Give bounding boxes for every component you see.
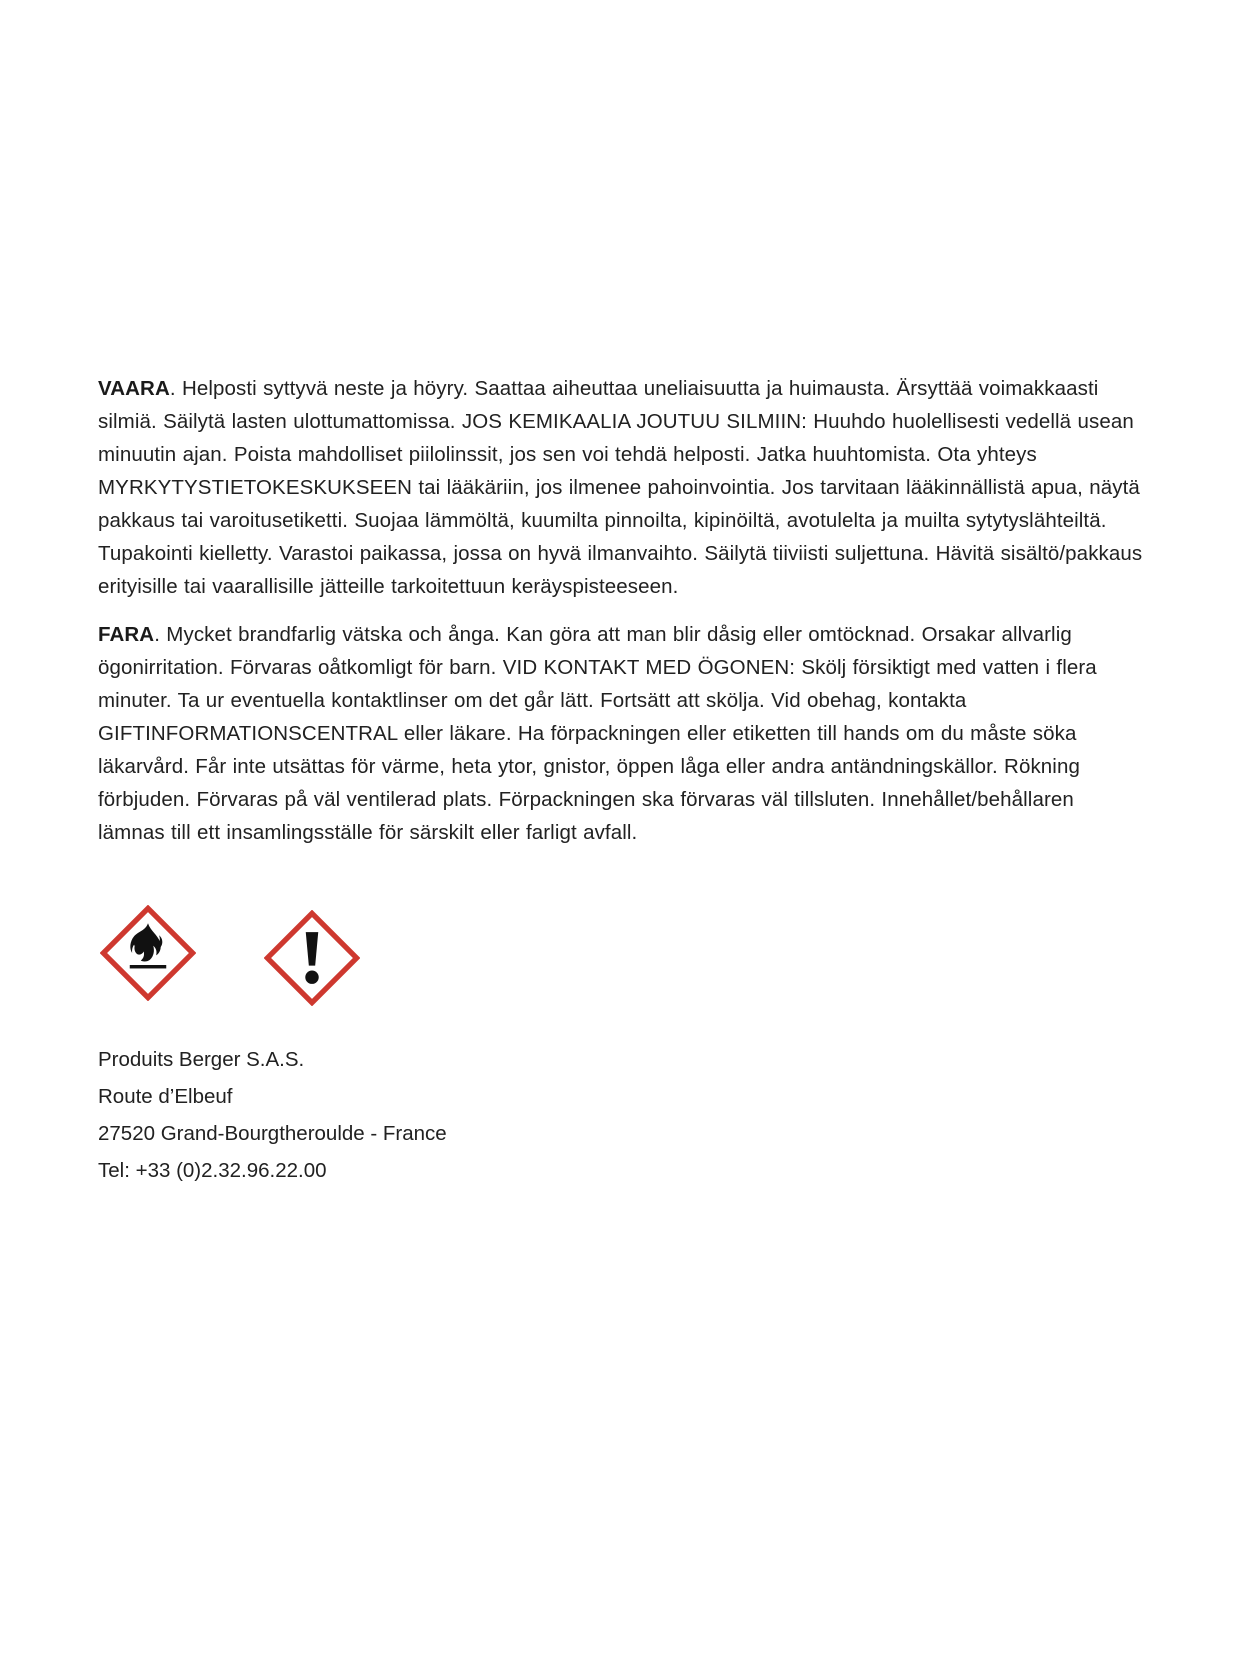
ghs-pictogram-row: [98, 905, 1146, 1001]
manufacturer-name: Produits Berger S.A.S.: [98, 1048, 305, 1071]
hazard-statement-swedish: [98, 618, 1146, 849]
signal-word-fara: FARA: [98, 623, 155, 646]
address-street: Route d’Elbeuf: [98, 1085, 233, 1108]
hazard-statement-finnish: [98, 372, 1146, 603]
hazard-text-swedish: . Mycket brandfarlig vätska och ånga. Kan göra att man blir dåsig eller omtöcknad. Orsakar allvarlig ögonirritation. Förvaras oåtkomligt för barn. VID KONTAKT MED ÖGONEN: Skölj försiktigt med vatten i flera minuter. Ta ur eventuella kontaktlinser om det går lätt. Fortsätt att skölja. Vid obehag, kontakta GIFTINFORMATIONSCENTRAL eller läkare. Ha förpackningen eller etiketten till hands om du måste söka läkarvård. Får inte utsättas för värme, heta ytor, gnistor, öppen låga eller andra antändningskällor. Rökning förbjuden. Förvaras på väl ventilerad plats. Förpackningen ska förvaras väl tillsluten. Innehållet/behållaren lämnas till ett insamlingsställe för särskilt eller farligt avfall.: [98, 623, 1097, 844]
ghs-exclamation-mark-icon: [264, 910, 360, 1006]
address-city-country: 27520 Grand-Bourgtheroulde - France: [98, 1122, 447, 1145]
label-page: [98, 372, 1146, 1189]
ghs-flammable-icon: [100, 905, 196, 1001]
manufacturer-address-block: [98, 1041, 1146, 1189]
signal-word-vaara: VAARA: [98, 377, 170, 400]
phone-number: Tel: +33 (0)2.32.96.22.00: [98, 1159, 327, 1182]
hazard-text-finnish: . Helposti syttyvä neste ja höyry. Saattaa aiheuttaa uneliaisuutta ja huimausta. Ärsyttää voimakkaasti silmiä. Säilytä lasten ulottumattomissa. JOS KEMIKAALIA JOUTUU SILMIIN: Huuhdo huolellisesti vedellä usean minuutin ajan. Poista mahdolliset piilolinssit, jos sen voi tehdä helposti. Jatka huuhtomista. Ota yhteys MYRKYTYSTIETOKESKUKSEEN tai lääkäriin, jos ilmenee pahoinvointia. Jos tarvitaan lääkinnällistä apua, näytä pakkaus tai varoitusetiketti. Suojaa lämmöltä, kuumilta pinnoilta, kipinöiltä, avotulelta ja muilta sytytyslähteiltä. Tupakointi kielletty. Varastoi paikassa, jossa on hyvä ilmanvaihto. Säilytä tiiviisti suljettuna. Hävitä sisältö/pakkaus erityisille tai vaarallisille jätteille tarkoitettuun keräyspisteeseen.: [98, 377, 1143, 598]
